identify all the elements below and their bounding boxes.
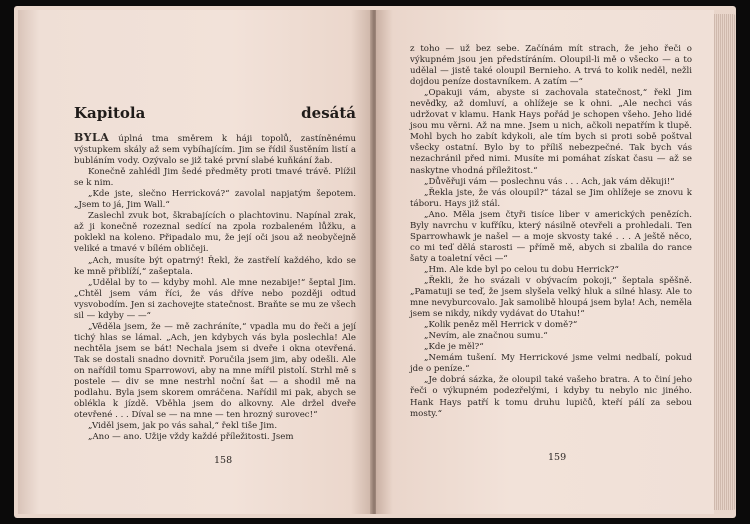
paragraph: „Ach, musíte být opatrný! Řekl, že zastřelí každého, kdo se ke mně přiblíží,“ zašeptala. xyxy=(74,255,356,277)
paragraph: „Opakuji vám, abyste si zachovala statečnost,“ řekl Jim nevěďky, až domluví, a ohlížeje se k ohni. „Ale nechci vás udržovat v klamu. Hank Hays pořád je schopen všeho. Jeho lidé jsou mu věrni. Až na mne. Jsem u nich, ačkoli nepatřím k tlupě. Mohl bych ho zabít kdykoli, ale tím bych si proti sobě poštval všecky ostatní. Bylo by to příliš nebezpečné. Tak bych vás nezachránil před nimi. Musíte mi pomáhat získat času — až se naskytne vhodná příležitost.“ xyxy=(410,88,692,176)
paragraph: „Řekli, že ho svázali v obývacím pokoji,“ šeptala spěšně. „Pamatuji se teď, že jsem slyšela velký hluk a silné hlasy. Ale to mne nevyburcovalo. Jak samolibě hloupá jsem byla! Ach, neměla jsem se nikdy, nikdy vydávat do Utahu!“ xyxy=(410,275,692,320)
chapter-number: desátá xyxy=(301,104,356,122)
left-page-text xyxy=(74,132,356,443)
paragraph: „Viděl jsem, jak po vás sahal,“ řekl tiše Jim. xyxy=(88,421,278,432)
paragraph: „Kolik peněz měl Herrick v domě?“ xyxy=(424,320,578,331)
paragraph: z toho — už bez sebe. Začínám mít strach, že jeho řeči o výkupném jsou jen předstíráním. Oloupil-li mě o všecko — a to udělal — jistě také oloupil Bernieho. A trvá to kolik neděl, nežli dojdou peníze dostavníkem. A zatím —“ xyxy=(410,44,692,88)
chapter-heading xyxy=(74,104,356,122)
book-spread xyxy=(14,6,736,518)
right-page-text xyxy=(410,44,692,420)
paragraph: „Kde jste, slečno Herricková?“ zavolal napjatým šepotem. „Jsem to já, Jim Wall.“ xyxy=(74,189,356,211)
paragraph: „Udělal by to — kdyby mohl. Ale mne nezabije!“ šeptal Jim. „Chtěl jsem vám říci, že vás dříve nebo později odtud vysvobodím. Jen si zachovejte statečnost. Braňte se mu ze všech sil — kdyby — —“ xyxy=(74,277,356,321)
paragraph: „Ano — ano. Užije vždy každé příležitosti. Jsem xyxy=(88,432,294,443)
page-number-left: 158 xyxy=(214,455,233,466)
paragraph: „Hm. Ale kde byl po celou tu dobu Herrick?“ xyxy=(424,264,619,275)
chapter-word: Kapitola xyxy=(74,104,146,122)
right-page xyxy=(376,10,714,514)
paragraph: „Je dobrá sázka, že oloupil také vašeho bratra. A to činí jeho řeči o výkupném podezřelými, i kdyby tu nebylo nic jiného. Hank Hays patří k tomu druhu lupičů, kteří pálí za sebou mosty.“ xyxy=(410,375,692,419)
page-number-right: 159 xyxy=(548,452,567,463)
paragraph: Konečně zahlédl Jim šedé předměty proti tmavé trávě. Plížil se k nim. xyxy=(74,167,356,189)
paragraph: „Nevím, ale značnou sumu.“ xyxy=(424,331,548,342)
paragraph: „Nemám tušení. My Herrickové jsme velmi nedbalí, pokud jde o peníze.“ xyxy=(410,353,692,375)
paragraph: „Řekla jste, že vás oloupil?“ tázal se Jim ohlížeje se znovu k táboru. Hays již stál. xyxy=(410,187,692,209)
dropcap: BYLA xyxy=(74,131,110,144)
paragraph: „Důvěřuji vám — poslechnu vás . . . Ach, jak vám děkuji!“ xyxy=(424,176,675,187)
paragraph: Zaslechl zvuk bot, škrabajících o plachtovinu. Napínal zrak, až ji konečně rozeznal sedící na zpola rozbaleném lůžku, a poklekl na koleno. Připadalo mu, že její oči jsou až neobyčejně veliké a tmavé v bílém obličeji. xyxy=(74,211,356,255)
left-page xyxy=(18,10,372,514)
paragraph: BYLA úplná tma směrem k háji topolů, zastíněnému výstupkem skály až sem vybíhajícím. Jim se řídil šustěním listí a bubláním vody. Ozývalo se již také první slabé kuňkání žab. xyxy=(74,131,356,167)
page-edges xyxy=(714,14,736,510)
paragraph: „Kde je měl?“ xyxy=(424,342,484,353)
paragraph: „Věděla jsem, že — mě zachráníte,“ vpadla mu do řeči a její tichý hlas se lámal. „Ach, jen kdybych vás byla poslechla! Ale nechtěla jsem se bát! Nechala jsem si dveře i okna otevřená. Tak se dostali snadno dovnitř. Poručila jsem jim, aby odešli. Ale on nařídil tomu Sparrowovi, aby na mne mířil pistolí. Strhl mě s postele — div se mne nestrhl noční šat — a shodil mě na podlahu. Byla jsem skorem omráčena. Nařídil mi pak, abych se oblékla k jízdě. Vběhla jsem do alkovny. Ale držel dveře otevřené . . . Díval se — na mne — ten hrozný surovec!“ xyxy=(74,321,356,421)
paragraph: „Ano. Měla jsem čtyři tisíce liber v amerických penězích. Byly navrchu v kufříku, který násilně otevřeli a prohledali. Ten Sparrowhawk je našel — a moje skvosty také . . . A ještě něco, co mi teď dělá starosti — přímě mě, abych si zbalila do rance šaty a toaletní věci —“ xyxy=(410,209,692,264)
